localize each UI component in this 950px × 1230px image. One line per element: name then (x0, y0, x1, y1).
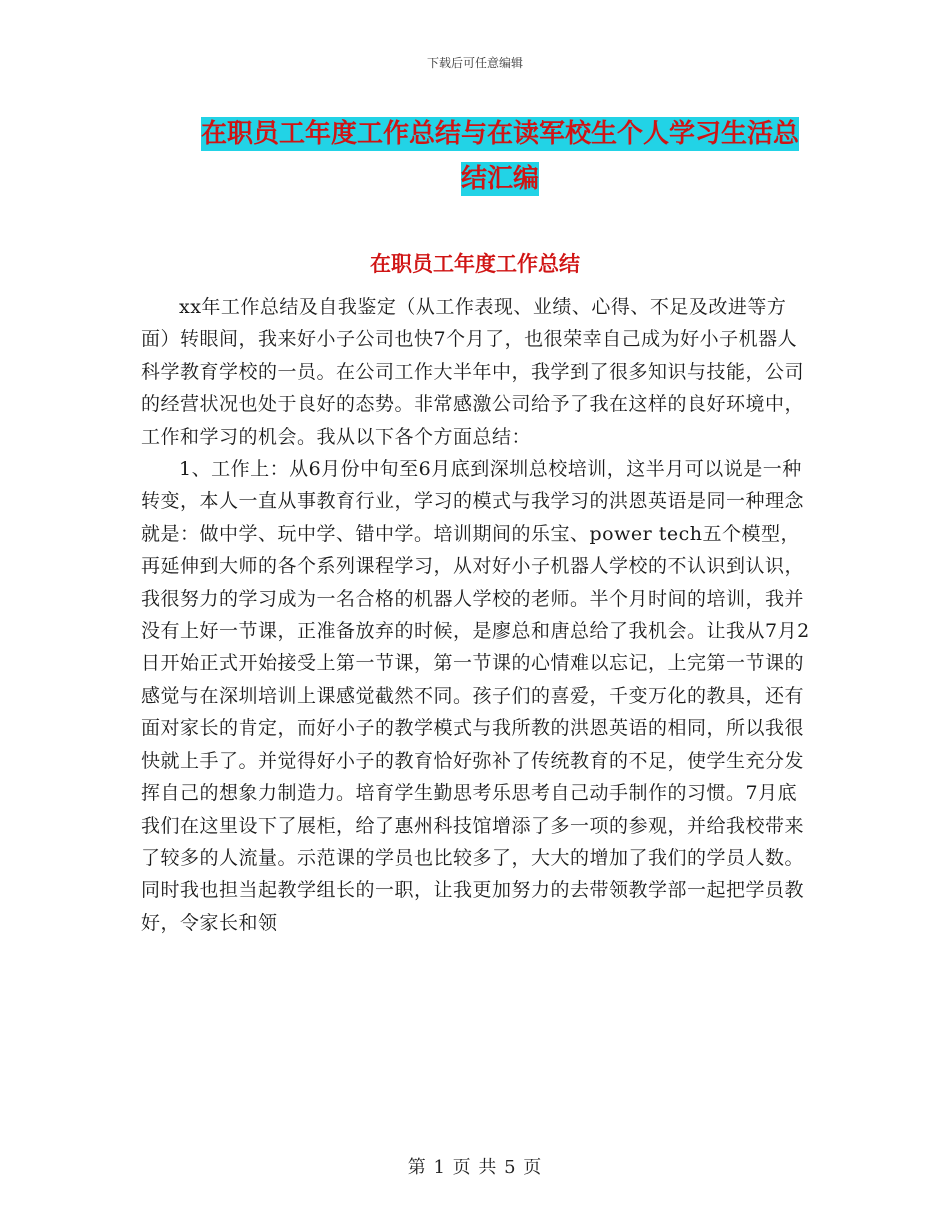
document-title-text: 在职员工年度工作总结与在读军校生个人学习生活总结汇编 (200, 119, 799, 194)
page-footer: 第 1 页 共 5 页 (407, 1157, 543, 1178)
document-title (190, 112, 810, 202)
header-note: 下载后可任意编辑 (426, 56, 523, 70)
section-title: 在职员工年度工作总结 (370, 251, 580, 276)
paragraph-work: 1、工作上：从6月份中旬至6月底到深圳总校培训，这半月可以说是一种转变，本人一直从事教育行业，学习的模式与我学习的洪恩英语是同一种理念就是：做中学、玩中学、错中学。培训期间的乐宝、power tech五个模型，再延伸到大师的各个系列课程学习，从对好小子机器人学校的不认识到认识，我很努力的学习成为一名合格的机器人学校的老师。半个月时间的培训，我并没有上好一节课，正准备放弃的时候，是廖总和唐总给了我机会。让我从7月2日开始正式开始接受上第一节课，第一节课的心情难以忘记，上完第一节课的感觉与在深圳培训上课感觉截然不同。孩子们的喜爱，千变万化的教具，还有面对家长的肯定，而好小子的教学模式与我所教的洪恩英语的相同，所以我很快就上手了。并觉得好小子的教育恰好弥补了传统教育的不足，使学生充分发挥自己的想象力制造力。培育学生勤思考乐思考自己动手制作的习惯。7月底我们在这里设下了展柜，给了惠州科技馆增添了多一项的参观，并给我校带来了较多的人流量。示范课的学员也比较多了，大大的增加了我们的学员人数。同时我也担当起教学组长的一职，让我更加努力的去带领教学部一起把学员教好，令家长和领 (141, 458, 810, 934)
body-text (141, 291, 811, 939)
paragraph-intro: xx年工作总结及自我鉴定（从工作表现、业绩、心得、不足及改进等方面）转眼间，我来好小子公司也快7个月了，也很荣幸自己成为好小子机器人科学教育学校的一员。在公司工作大半年中，我学到了很多知识与技能，公司的经营状况也处于良好的态势。非常感激公司给予了我在这样的良好环境中，工作和学习的机会。我从以下各个方面总结： (141, 296, 805, 448)
